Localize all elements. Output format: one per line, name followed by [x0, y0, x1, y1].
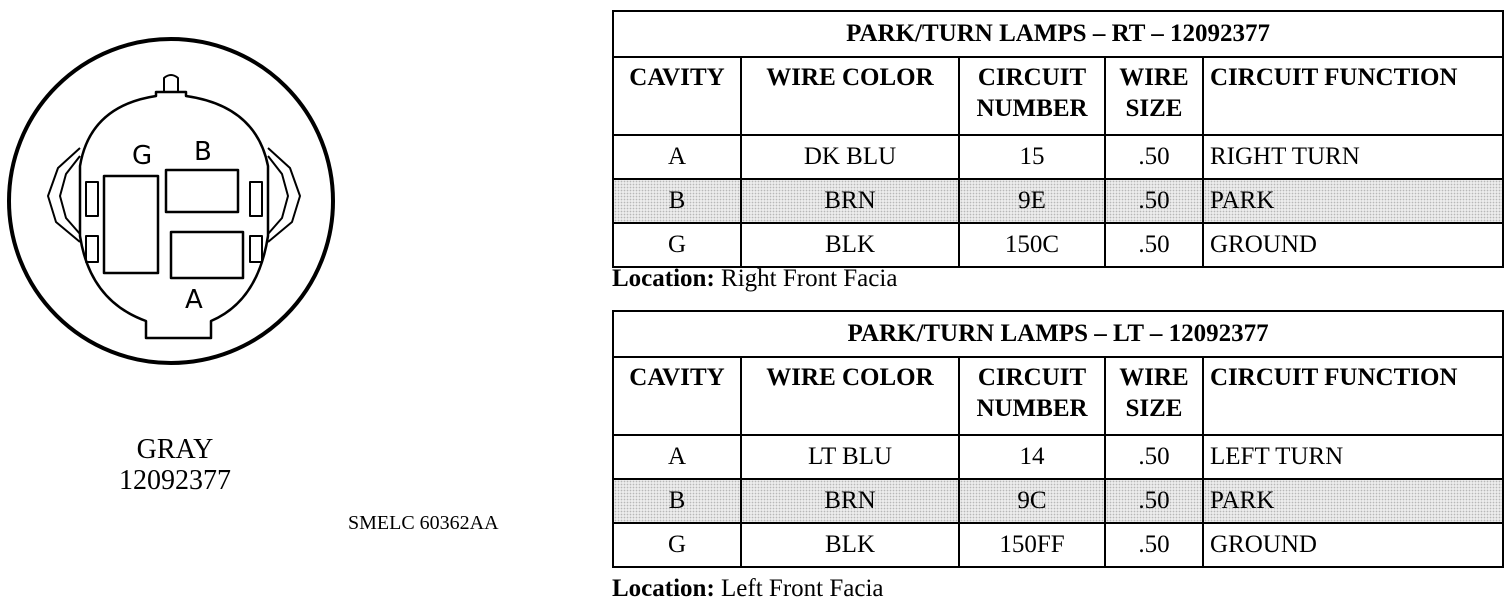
cell-wire-color: BLK [741, 523, 959, 567]
cell-circuit-number: 150C [959, 223, 1105, 267]
header-wire-size-line2: SIZE [1125, 395, 1183, 422]
table-row [613, 223, 1503, 267]
header-circuit-number [959, 57, 1105, 135]
cavity-label-a: A [185, 285, 203, 315]
cell-wire-size: .50 [1105, 135, 1203, 179]
cell-wire-size: .50 [1105, 523, 1203, 567]
left-guide-lower [86, 236, 98, 262]
header-wire-size [1105, 57, 1203, 135]
header-row [613, 357, 1503, 435]
header-wire-color: WIRE COLOR [741, 357, 959, 435]
location-label: Location: [612, 575, 715, 602]
left-latch-inner [60, 156, 80, 234]
cell-circuit-function: PARK [1203, 479, 1503, 523]
table-row [613, 135, 1503, 179]
cell-wire-size: .50 [1105, 179, 1203, 223]
cell-cavity: G [613, 223, 741, 267]
header-wire-size-line1: WIRE [1119, 364, 1189, 391]
connector-key-tab [164, 75, 178, 92]
cell-circuit-number: 150FF [959, 523, 1105, 567]
cell-wire-color: BLK [741, 223, 959, 267]
location-value: Left Front Facia [721, 575, 884, 602]
header-circuit-number-line1: CIRCUIT [977, 64, 1087, 91]
table-row [613, 179, 1503, 223]
header-circuit-function: CIRCUIT FUNCTION [1203, 57, 1503, 135]
left-guide-upper [86, 182, 98, 216]
header-cavity: CAVITY [613, 357, 741, 435]
header-row [613, 57, 1503, 135]
table-row [613, 479, 1503, 523]
cell-wire-color: DK BLU [741, 135, 959, 179]
header-circuit-number-line1: CIRCUIT [977, 364, 1087, 391]
pinout-table-right [612, 10, 1504, 268]
cavity-g-terminal [104, 176, 158, 273]
cell-circuit-function: GROUND [1203, 523, 1503, 567]
connector-outer-ring [9, 39, 333, 363]
cell-circuit-number: 14 [959, 435, 1105, 479]
cavity-label-b: B [194, 137, 212, 167]
table-title: PARK/TURN LAMPS – RT – 12092377 [613, 11, 1503, 57]
cavity-label-g: G [132, 141, 153, 171]
header-circuit-number [959, 357, 1105, 435]
location-label: Location: [612, 265, 715, 292]
pinout-table-left [612, 310, 1504, 568]
header-wire-size [1105, 357, 1203, 435]
cell-wire-size: .50 [1105, 223, 1203, 267]
location-note-right [612, 265, 897, 293]
header-circuit-number-line2: NUMBER [976, 395, 1088, 422]
right-guide-lower [250, 236, 262, 262]
connector-part-number: 12092377 [119, 465, 231, 496]
cell-wire-size: .50 [1105, 479, 1203, 523]
header-wire-size-line1: WIRE [1119, 64, 1189, 91]
cell-wire-color: LT BLU [741, 435, 959, 479]
connector-body-outline [80, 92, 268, 338]
figure-id: SMELC 60362AA [348, 512, 499, 534]
cell-circuit-number: 9C [959, 479, 1105, 523]
cell-circuit-function: PARK [1203, 179, 1503, 223]
cell-cavity: A [613, 135, 741, 179]
cell-cavity: A [613, 435, 741, 479]
right-guide-upper [250, 182, 262, 216]
table-title: PARK/TURN LAMPS – LT – 12092377 [613, 311, 1503, 357]
table-row [613, 435, 1503, 479]
connector-color: GRAY [136, 434, 214, 465]
header-circuit-function: CIRCUIT FUNCTION [1203, 357, 1503, 435]
header-cavity: CAVITY [613, 57, 741, 135]
cell-circuit-function: LEFT TURN [1203, 435, 1503, 479]
table-row [613, 523, 1503, 567]
cavity-b-terminal [166, 170, 238, 212]
cell-cavity: B [613, 479, 741, 523]
location-value: Right Front Facia [721, 265, 898, 292]
cell-cavity: B [613, 179, 741, 223]
right-latch-inner [268, 156, 288, 234]
location-note-left [612, 575, 883, 603]
cell-circuit-number: 15 [959, 135, 1105, 179]
cell-wire-color: BRN [741, 479, 959, 523]
cell-cavity: G [613, 523, 741, 567]
cavity-a-terminal [171, 232, 243, 278]
cell-circuit-function: GROUND [1203, 223, 1503, 267]
cell-circuit-number: 9E [959, 179, 1105, 223]
header-wire-color: WIRE COLOR [741, 57, 959, 135]
cell-wire-size: .50 [1105, 435, 1203, 479]
header-circuit-number-line2: NUMBER [976, 95, 1088, 122]
header-wire-size-line2: SIZE [1125, 95, 1183, 122]
connector-face-diagram [6, 36, 336, 366]
cell-wire-color: BRN [741, 179, 959, 223]
cell-circuit-function: RIGHT TURN [1203, 135, 1503, 179]
